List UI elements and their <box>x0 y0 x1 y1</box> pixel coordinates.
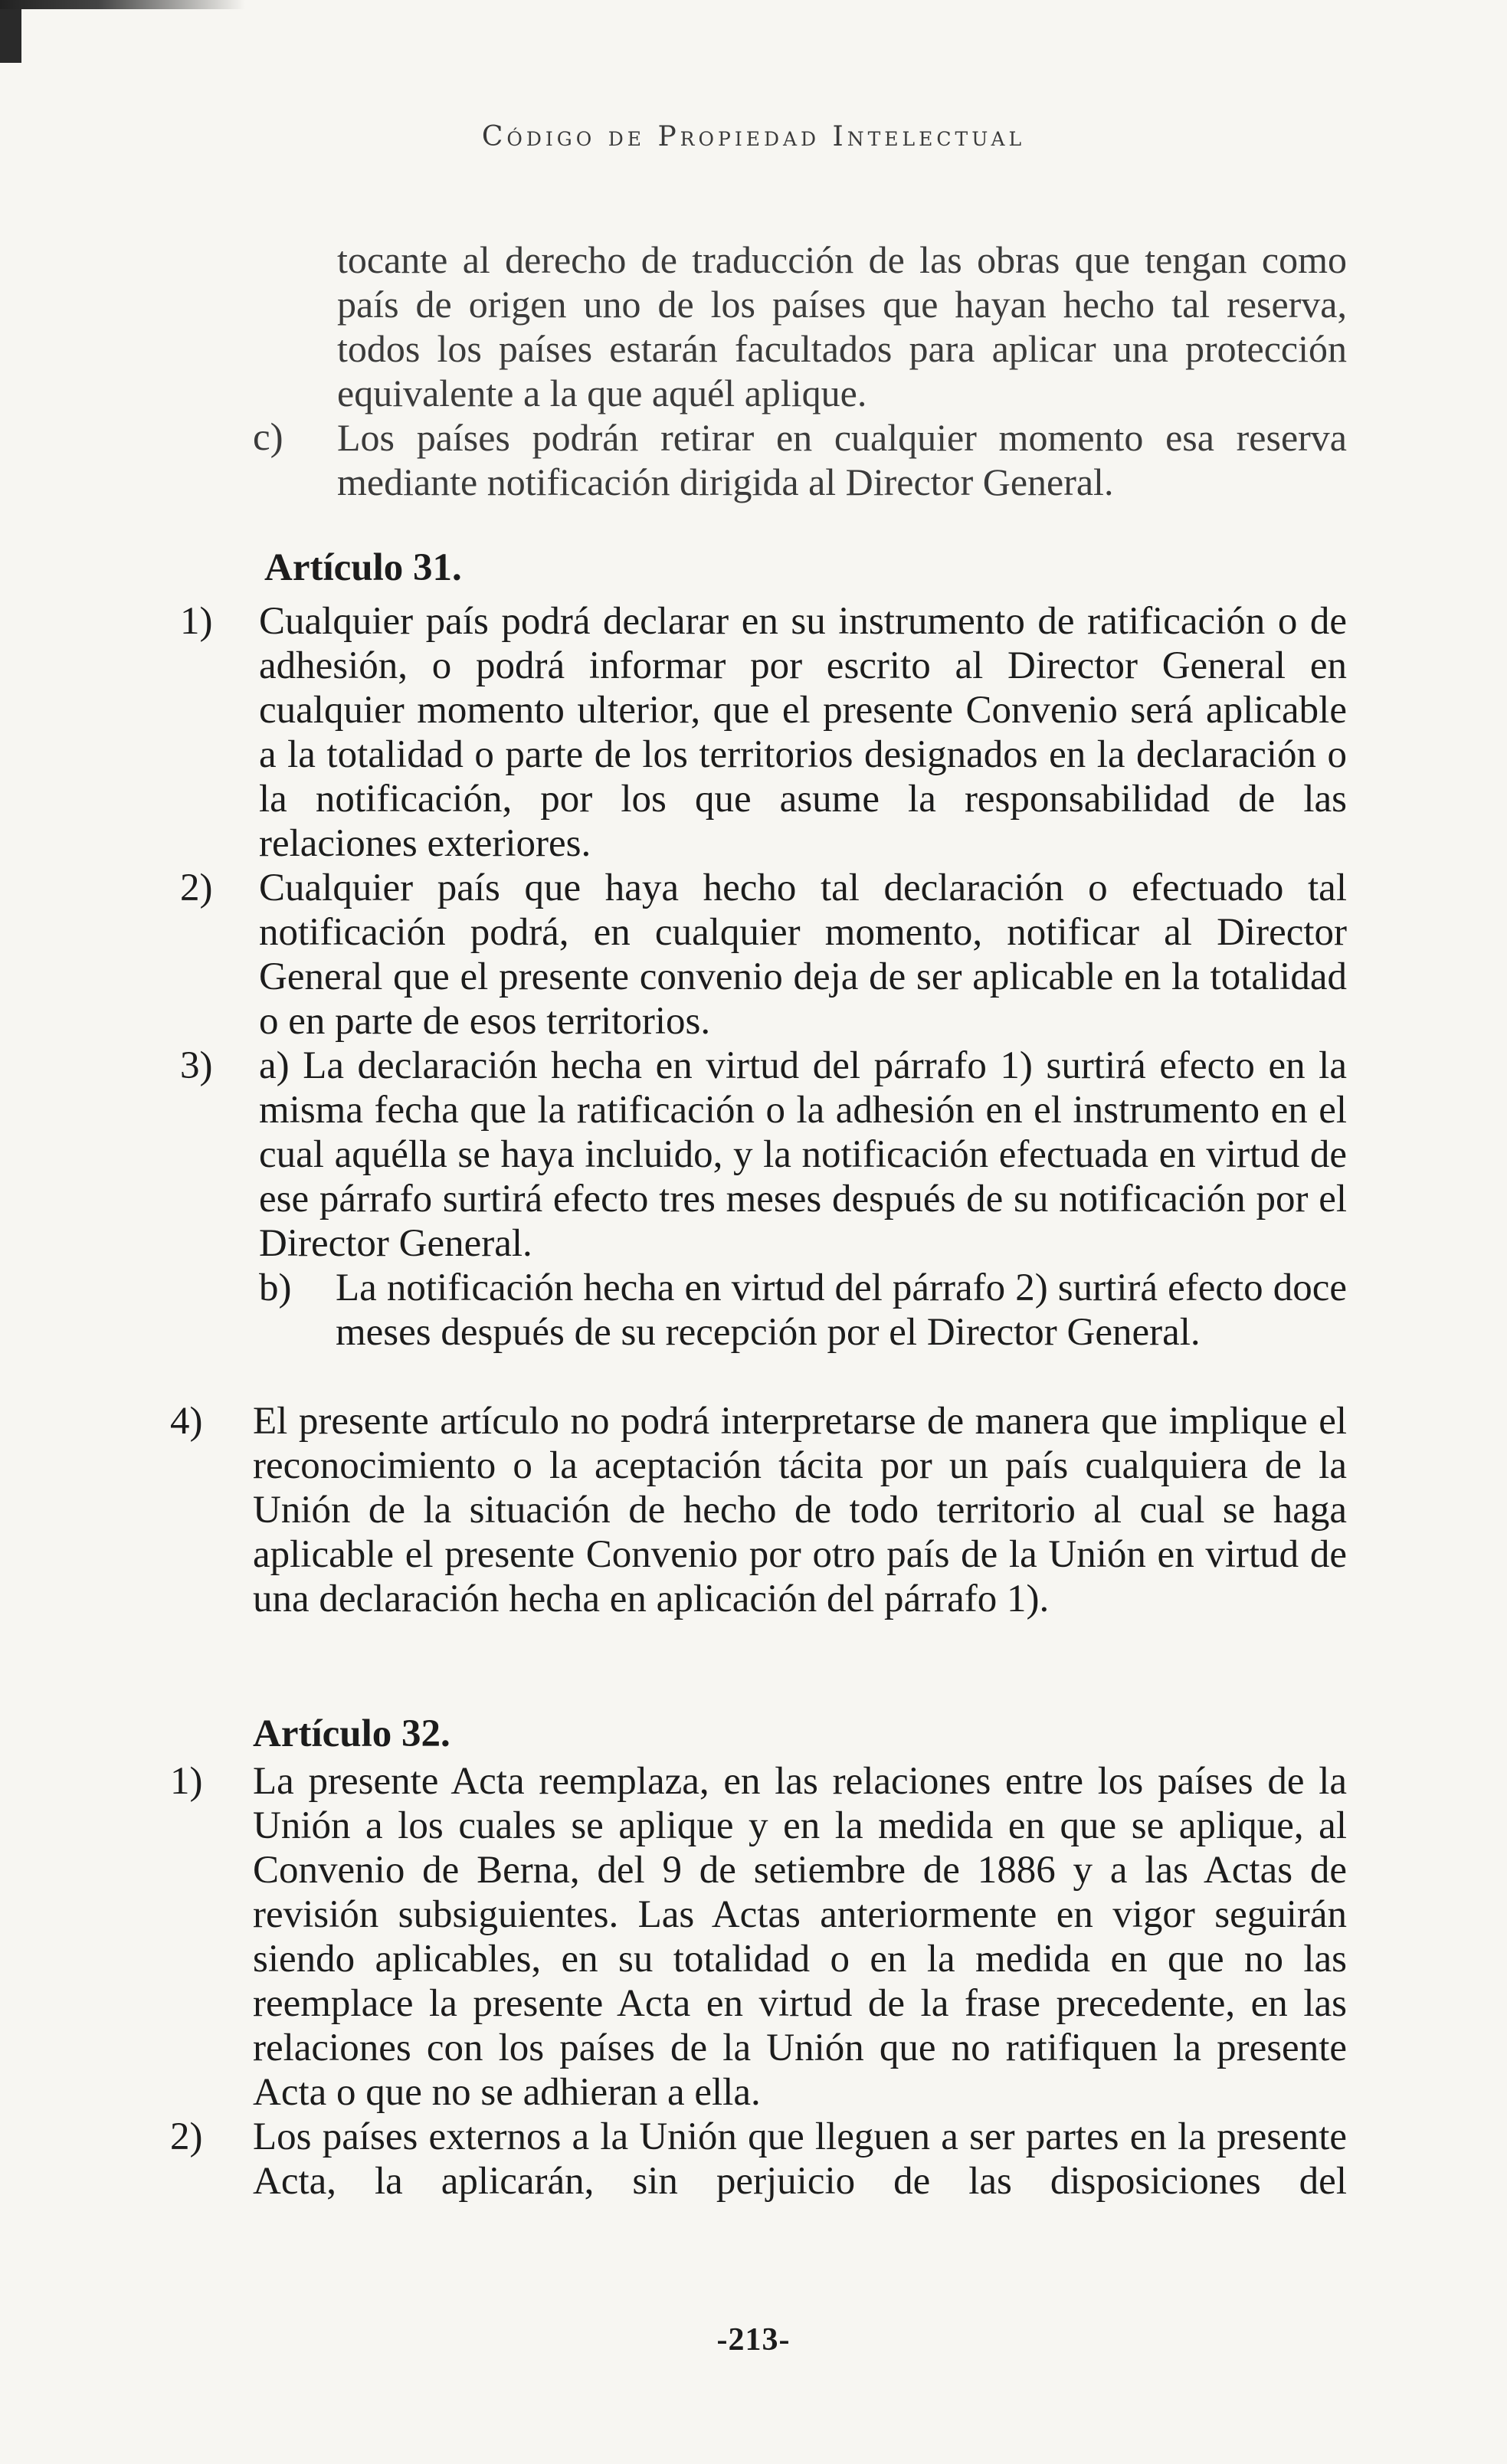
article-31-p3b-text: La notificación hecha en virtud del párrafo 2) surtirá efecto doce meses después de su recepción por el Director General. <box>336 1266 1347 1354</box>
article-31-p2-marker: 2) <box>180 867 213 909</box>
article-31-p1-text: Cualquier país podrá declarar en su instrumento de ratificación o de adhesión, o podrá informar por escrito al Director General en cualquier momento ulterior, que el presente Convenio será aplicable a la totalidad o parte de los territorios designados en la declaración o la notificación, por los que asume la responsabilidad de las relaciones exteriores. <box>259 600 1347 865</box>
article-31-p1-marker: 1) <box>180 600 213 643</box>
article-31-heading: Artículo 31. <box>264 546 462 589</box>
article-32-p2-text: Los países externos a la Unión que lleguen a ser partes en la presente Acta, la aplicarán, sin perjuicio de las disposiciones del <box>253 2115 1347 2203</box>
article-31-p3a-text: a) La declaración hecha en virtud del párrafo 1) surtirá efecto en la misma fecha que la ratificación o la adhesión en el instrumento en el cual aquélla se haya incluido, y la notificación efectuada en virtud de ese párrafo surtirá efecto tres meses después de su notificación por el Director General. <box>259 1044 1347 1265</box>
article-32-p1-text: La presente Acta reemplaza, en las relaciones entre los países de la Unión a los cuales se aplique y en la medida en que se aplique, al Convenio de Berna, del 9 de setiembre de 1886 y a las Actas de revisión subsiguientes. Las Actas anteriormente en vigor seguirán siendo aplicables, en su totalidad o en la medida en que no las reemplace la presente Acta en virtud de la frase precedente, en las relaciones con los países de la Unión que no ratifiquen la presente Acta o que no se adhieran a ella. <box>253 1760 1347 2114</box>
page-number: -213- <box>716 2322 791 2358</box>
article-31-p3-marker: 3) <box>180 1044 213 1087</box>
item-c-paragraph: Los países podrán retirar en cualquier momento esa reserva mediante notificación dirigida al Director General. <box>337 416 1347 503</box>
scan-edge-mark <box>0 0 245 9</box>
article-31-p3b-marker: b) <box>259 1266 292 1309</box>
item-c-marker: c) <box>253 416 283 459</box>
continuation-paragraph: tocante al derecho de traducción de las obras que tengan como país de origen uno de los países que hayan hecho tal reserva, todos los países estarán facultados para aplicar una protección equivalente a la que aquél aplique. <box>337 238 1347 414</box>
article-31-p2-text: Cualquier país que haya hecho tal declaración o efectuado tal notificación podrá, en cualquier momento, notificar al Director General que el presente convenio deja de ser aplicable en la totalidad o en parte de esos territorios. <box>259 867 1347 1043</box>
article-32-heading: Artículo 32. <box>253 1712 450 1755</box>
scan-edge-mark-side <box>0 9 21 63</box>
article-32-p2-marker: 2) <box>170 2115 203 2158</box>
article-31-p4-text: El presente artículo no podrá interpretarse de manera que implique el reconocimiento o la aceptación tácita por un país cualquiera de la Unión de la situación de hecho de todo territorio al cual se haga aplicable el presente Convenio por otro país de la Unión en virtud de una declaración hecha en aplicación del párrafo 1). <box>253 1400 1347 1620</box>
running-head: Código de Propiedad Intelectual <box>481 121 1026 152</box>
article-32-p1-marker: 1) <box>170 1760 203 1803</box>
article-31-p4-marker: 4) <box>170 1400 203 1443</box>
